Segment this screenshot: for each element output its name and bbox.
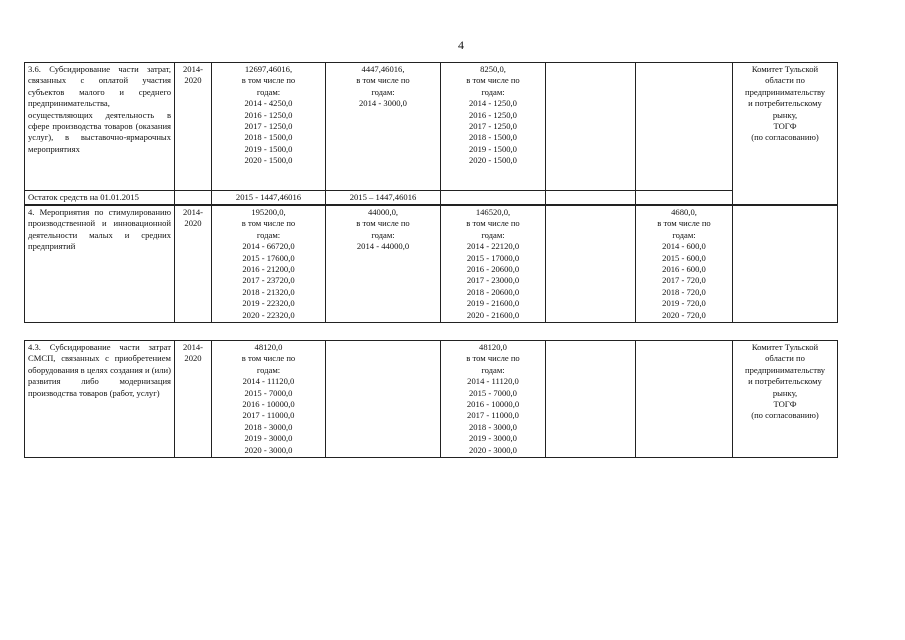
remainder-period-cell [175, 191, 212, 205]
cell-line: 2014 - 4250,0 [244, 98, 293, 109]
cell-line: в том числе по [241, 218, 296, 229]
cell-line: 2020 - 3000,0 [244, 444, 293, 455]
total-cell [212, 63, 326, 191]
cell-line: 2018 - 3000,0 [244, 421, 293, 432]
cell-line: 2018 - 1500,0 [244, 132, 293, 143]
table-row-4 [24, 205, 838, 323]
cell-line: (по согласованию) [751, 132, 819, 143]
cell-line: годам: [256, 229, 281, 240]
cell-line: 2017 - 23000,0 [466, 275, 520, 286]
cell-line: 4680,0, [671, 207, 697, 217]
cell-line: 2016 - 1250,0 [244, 109, 293, 120]
local-cell [546, 63, 636, 191]
cell-line: годам: [256, 86, 281, 97]
executor-cell [733, 63, 838, 205]
cell-line: 2018 - 21320,0 [242, 286, 295, 297]
remainder-federal: 2015 – 1447,46016 [326, 191, 441, 205]
cell-line: 2017 - 23720,0 [242, 275, 295, 286]
cell-line: 8250,0, [480, 64, 506, 74]
cell-line: 2016 - 600,0 [662, 264, 706, 275]
regional-cell [441, 341, 546, 458]
federal-cell [326, 341, 441, 458]
cell-line: 2020 - 1500,0 [244, 155, 293, 166]
cell-line: 2017 - 11000,0 [467, 410, 519, 421]
cell-line: 2014 - 3000,0 [359, 98, 407, 109]
cell-line: 2016 - 10000,0 [242, 399, 295, 410]
cell-line: 2019 - 720,0 [662, 298, 706, 309]
cell-line: годам: [672, 229, 696, 240]
cell-line: рынку, [772, 387, 798, 398]
cell-line: годам: [481, 86, 505, 97]
remainder-regional-cell [441, 191, 546, 205]
cell-line: 12697,46016, [244, 64, 293, 74]
cell-line: годам: [481, 364, 505, 375]
cell-line: 2014 - 1250,0 [469, 98, 517, 109]
cell-line: в том числе по [466, 218, 520, 229]
cell-line: в том числе по [657, 218, 711, 229]
remainder-label: Остаток средств на 01.01.2015 [25, 191, 175, 205]
cell-line: 2017 - 1250,0 [244, 121, 293, 132]
executor-cell [733, 341, 838, 458]
cell-line: 146520,0, [475, 207, 511, 217]
cell-line: 2014 - 600,0 [662, 241, 706, 252]
cell-line: области по [765, 75, 805, 86]
cell-line: годам: [256, 364, 281, 375]
cell-line: 2014 - 11120,0 [242, 376, 295, 387]
cell-line: в том числе по [241, 353, 296, 364]
measure-name: 3.6. Субсидирование части затрат, связанных с оплатой участия субъектов малого и среднего предпринимательства, осуществляющих деятельность в сфере производства товаров (оказания услуг), в выставочно-ярмарочных мероприятиях [25, 63, 175, 191]
cell-line: 2019 - 22320,0 [242, 298, 295, 309]
cell-line: 2014 - 66720,0 [242, 241, 295, 252]
remainder-extra-cell [636, 191, 733, 205]
cell-line: 2018 - 1500,0 [469, 132, 517, 143]
cell-line: в том числе по [241, 75, 296, 86]
cell-line: 48120,0 [254, 342, 283, 352]
page-number: 4 [458, 38, 464, 52]
federal-cell [326, 206, 441, 323]
cell-line: (по согласованию) [751, 410, 819, 421]
cell-line: 2015 - 600,0 [662, 252, 706, 263]
cell-line: 48120,0 [479, 342, 507, 352]
cell-line: 2014 - 44000,0 [356, 241, 410, 252]
cell-line: 2016 - 21200,0 [242, 264, 295, 275]
cell-line: Комитет Тульской [751, 64, 819, 74]
cell-line: 2019 - 1500,0 [469, 143, 517, 154]
cell-line: 2016 - 1250,0 [469, 109, 517, 120]
cell-line: ТОГФ [773, 399, 797, 410]
cell-line: 2017 - 1250,0 [469, 121, 517, 132]
cell-line: 2016 - 20600,0 [466, 264, 520, 275]
cell-line: 2014 - 22120,0 [466, 241, 520, 252]
cell-line: 2018 - 20600,0 [466, 286, 520, 297]
cell-line: 2016 - 10000,0 [466, 399, 520, 410]
executor-cell [733, 206, 838, 323]
cell-line: области по [765, 353, 805, 364]
cell-line: годам: [371, 86, 395, 97]
cell-line: ТОГФ [773, 121, 797, 132]
cell-line: 2018 - 3000,0 [469, 421, 517, 432]
period-cell: 2014-2020 [175, 63, 212, 191]
cell-line: в том числе по [356, 75, 410, 86]
remainder-local-cell [546, 191, 636, 205]
cell-line: 2015 - 7000,0 [469, 387, 517, 398]
total-cell [212, 206, 326, 323]
cell-line: и потребительскому [748, 376, 822, 387]
cell-line: 2018 - 720,0 [662, 286, 706, 297]
cell-line: 2019 - 21600,0 [466, 298, 520, 309]
cell-line: годам: [371, 229, 395, 240]
cell-line: рынку, [772, 109, 798, 120]
extra-budget-cell [636, 63, 733, 191]
cell-line: 2020 - 22320,0 [242, 309, 295, 320]
cell-line: предпринимательству [744, 364, 826, 375]
cell-line: в том числе по [466, 75, 520, 86]
local-cell [546, 206, 636, 323]
cell-line: 2017 - 11000,0 [242, 410, 295, 421]
cell-line: в том числе по [466, 353, 520, 364]
cell-line: годам: [481, 229, 505, 240]
cell-line: 2015 - 7000,0 [244, 387, 293, 398]
cell-line: Комитет Тульской [751, 342, 819, 352]
cell-line: 2014 - 11120,0 [467, 376, 519, 387]
cell-line: 2019 - 1500,0 [244, 143, 293, 154]
cell-line: 4447,46016, [361, 64, 405, 74]
cell-line: 2017 - 720,0 [662, 275, 706, 286]
regional-cell [441, 206, 546, 323]
table-row-4-3 [24, 340, 838, 458]
total-cell [212, 341, 326, 458]
measure-name: 4. Мероприятия по стимулированию производственной и инновационной деятельности малых и средних предприятий [25, 206, 175, 323]
cell-line: 195200,0, [251, 207, 286, 217]
cell-line: 2015 - 17600,0 [242, 252, 295, 263]
federal-cell [326, 63, 441, 191]
cell-line: 2019 - 3000,0 [469, 433, 517, 444]
cell-line: 2020 - 720,0 [662, 309, 706, 320]
period-cell: 2014-2020 [175, 341, 212, 458]
period-cell: 2014-2020 [175, 206, 212, 323]
extra-budget-cell [636, 206, 733, 323]
cell-line: 2019 - 3000,0 [244, 433, 293, 444]
cell-line: и потребительскому [748, 98, 822, 109]
cell-line: 44000,0, [367, 207, 399, 217]
cell-line: 2020 - 21600,0 [466, 309, 520, 320]
local-cell [546, 341, 636, 458]
measure-name: 4.3. Субсидирование части затрат СМСП, связанных с приобретением оборудования в целях создания и (или) развития либо модернизация производства товаров (работ, услуг) [25, 341, 175, 458]
table-row-3-6 [24, 62, 838, 205]
remainder-total: 2015 - 1447,46016 [212, 191, 326, 205]
cell-line: 2020 - 3000,0 [469, 444, 517, 455]
cell-line: в том числе по [356, 218, 410, 229]
cell-line: предпринимательству [744, 86, 826, 97]
regional-cell [441, 63, 546, 191]
cell-line: 2015 - 17000,0 [466, 252, 520, 263]
cell-line: 2020 - 1500,0 [469, 155, 517, 166]
extra-budget-cell [636, 341, 733, 458]
